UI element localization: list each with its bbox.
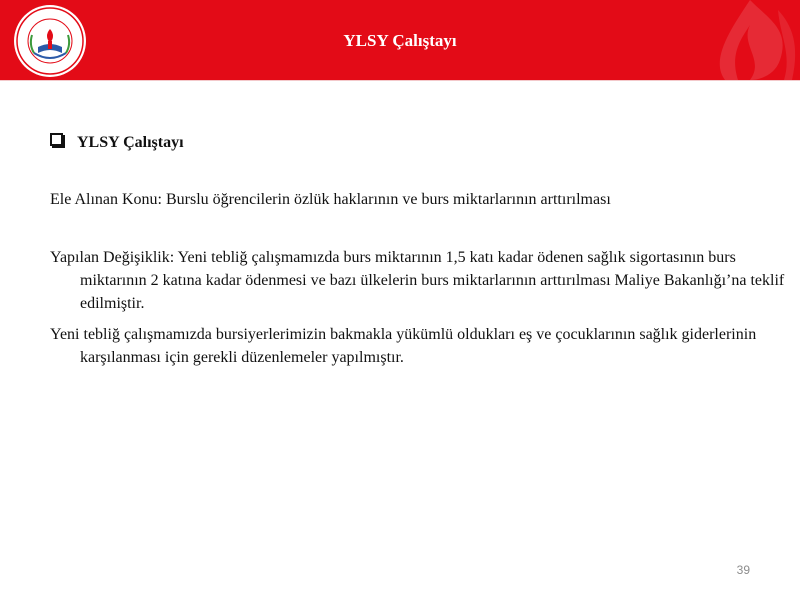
paragraph-change: Yapılan Değişiklik: Yeni tebliğ çalışmamızda burs miktarının 1,5 katı kadar ödenen sağlık sigortasının burs miktarının 2 katına kadar ödenmesi ve bazı ülkelerin burs miktarlarının arttırılması Maliye Bakanlığı’na teklif edilmiştir. xyxy=(50,249,785,312)
slide-header-title: YLSY Çalıştayı xyxy=(343,31,457,50)
bullet-heading xyxy=(50,131,184,154)
square-bullet-icon xyxy=(50,133,63,146)
header-divider xyxy=(0,80,800,81)
paragraph-regulation: Yeni tebliğ çalışmamızda bursiyerlerimizin bakmakla yükümlü oldukları eş ve çocuklarının sağlık giderlerinin karşılanması için gerekli düzenlemeler yapılmıştır. xyxy=(50,326,757,366)
flame-icon xyxy=(680,0,800,80)
bullet-heading-text: YLSY Çalıştayı xyxy=(77,134,184,151)
paragraph-topic: Ele Alınan Konu: Burslu öğrencilerin özlük haklarının ve burs miktarlarının arttırılması xyxy=(50,191,611,208)
slide-number: 39 xyxy=(736,563,750,577)
slide-header xyxy=(0,0,800,80)
